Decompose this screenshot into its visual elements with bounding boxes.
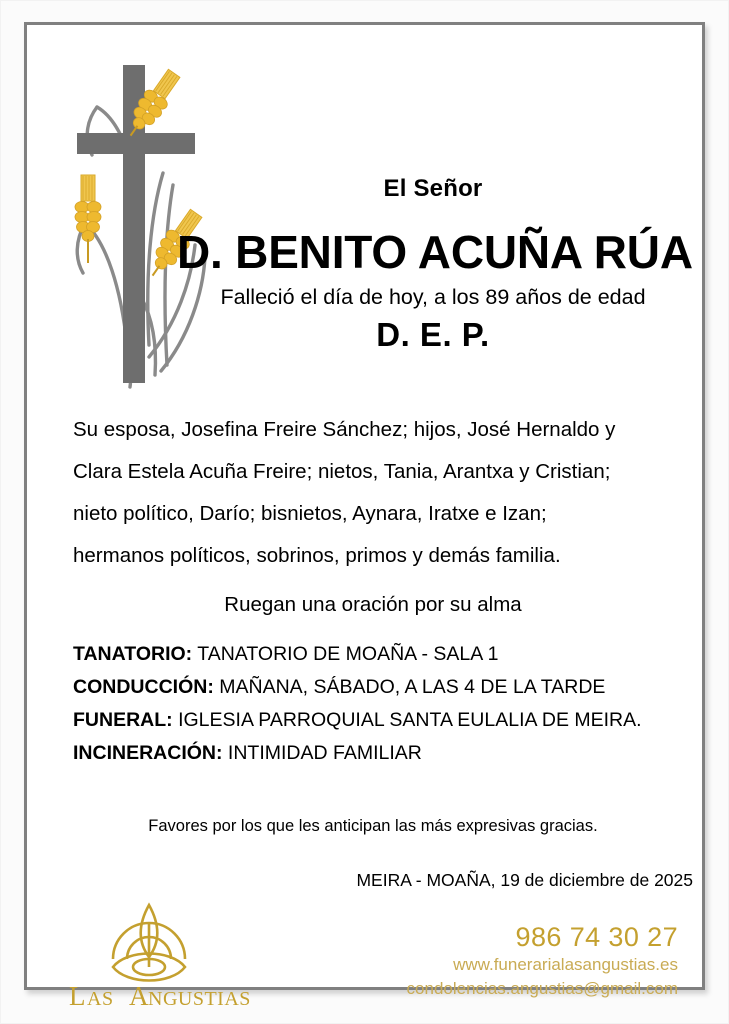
phone-number[interactable]: 986 74 30 27 (515, 922, 678, 952)
contact-block (348, 921, 678, 1001)
detail-value: INTIMIDAD FAMILIAR (227, 742, 422, 764)
detail-label: CONDUCCIÓN: (73, 676, 214, 698)
detail-row-incineracion (73, 737, 693, 770)
email-address[interactable]: condolencias.angustias@gmail.com (406, 979, 678, 998)
family-line: nieto político, Darío; bisnietos, Aynara, Iratxe e Izan; (73, 502, 547, 525)
family-paragraph (73, 409, 673, 577)
detail-row-funeral (73, 704, 693, 737)
death-age-line: Falleció el día de hoy, a los 89 años de edad (220, 285, 646, 309)
deceased-name: D. BENITO ACUÑA RÚA (177, 226, 693, 278)
service-details-list (73, 638, 693, 770)
family-line: hermanos políticos, sobrinos, primos y demás familia. (73, 544, 561, 567)
family-line: Clara Estela Acuña Freire; nietos, Tania, Arantxa y Cristian; (73, 460, 611, 483)
website-url[interactable]: www.funerarialasangustias.es (453, 955, 678, 974)
detail-value: TANATORIO DE MOAÑA - SALA 1 (197, 643, 499, 665)
detail-label: INCINERACIÓN: (73, 742, 223, 764)
place-date-text: MEIRA - MOAÑA, 19 de diciembre de 2025 (356, 870, 693, 890)
detail-row-conduccion (73, 671, 693, 704)
detail-label: FUNERAL: (73, 709, 173, 731)
detail-label: TANATORIO: (73, 643, 193, 665)
detail-value: IGLESIA PARROQUIAL SANTA EULALIA DE MEIRA. (178, 709, 642, 731)
family-line: Su esposa, Josefina Freire Sánchez; hijos, José Hernaldo y (73, 418, 616, 441)
rest-in-peace-text: D. E. P. (376, 316, 490, 353)
prayer-request-text: Ruegan una oración por su alma (224, 593, 522, 616)
notice-frame (24, 22, 705, 1011)
logo-wordmark-large: A (129, 981, 149, 1011)
logo-wordmark-small: NGUSTIAS (148, 988, 251, 1010)
honorific-text: El Señor (383, 175, 483, 202)
detail-row-tanatorio (73, 638, 693, 671)
detail-value: MAÑANA, SÁBADO, A LAS 4 DE LA TARDE (219, 676, 606, 698)
logo-wordmark-small: AS (87, 988, 114, 1010)
funeral-home-logo (65, 893, 295, 1013)
logo-wordmark-large: L (69, 981, 86, 1011)
notice-header (177, 175, 693, 354)
thanks-text: Favores por los que les anticipan las más expresivas gracias. (148, 817, 598, 835)
